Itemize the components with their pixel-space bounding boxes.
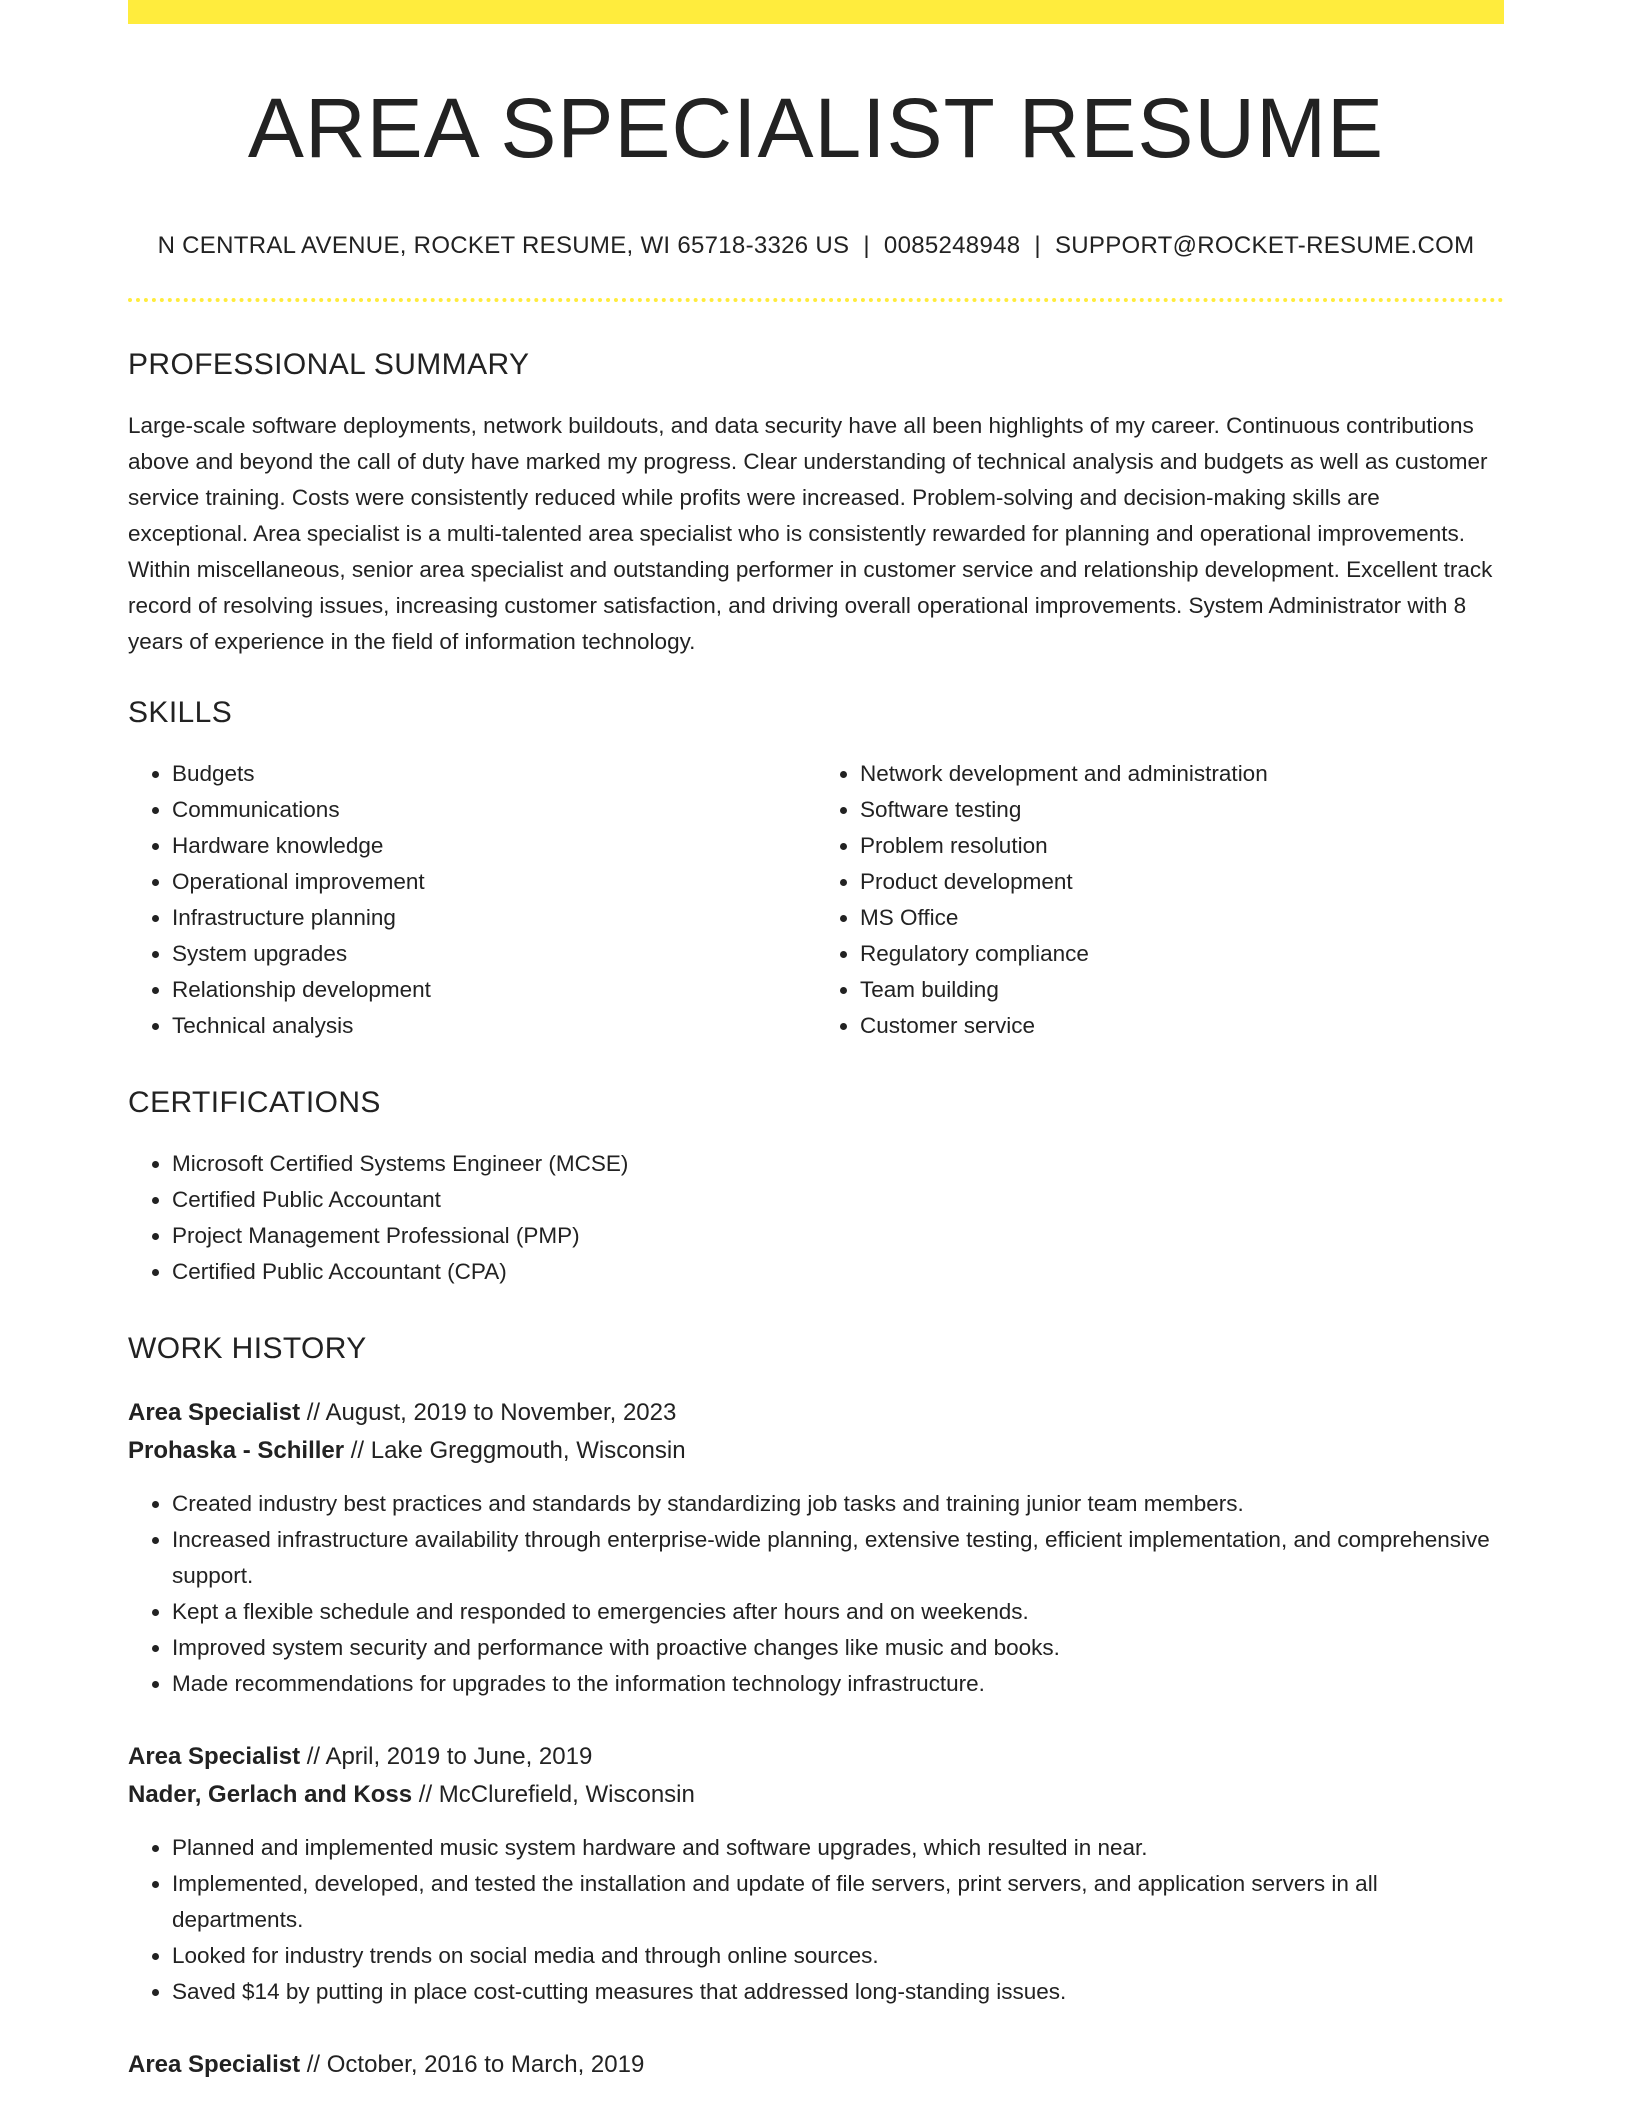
job-bullet: • Planned and implemented music system hardware and software upgrades, which resulted in near.	[172, 1830, 1504, 1866]
contact-line	[128, 232, 1504, 260]
job-bullets	[128, 1830, 1504, 2010]
skill-item: • Customer service	[860, 1008, 1504, 1044]
job-bullet: • Looked for industry trends on social media and through online sources.	[172, 1938, 1504, 1974]
skills-list-left	[128, 756, 816, 1044]
job-bullet: • Increased infrastructure availability through enterprise-wide planning, extensive testing, efficient implementation, and comprehensive support.	[172, 1522, 1504, 1594]
job-bullet: • Made recommendations for upgrades to the information technology infrastructure.	[172, 1666, 1504, 1702]
certification-item: • Certified Public Accountant	[172, 1182, 1504, 1218]
job-bullet: • Implemented, developed, and tested the installation and update of file servers, print servers, and application servers in all departments.	[172, 1866, 1504, 1938]
skill-item: • Hardware knowledge	[172, 828, 816, 864]
job-company: Prohaska - Schiller	[128, 1437, 345, 1465]
skill-item: • Operational improvement	[172, 864, 816, 900]
certifications-heading: CERTIFICATIONS	[128, 1086, 381, 1120]
job-location: // McClurefield, Wisconsin	[412, 1781, 695, 1809]
summary-text: Large-scale software deployments, network buildouts, and data security have all been highlights of my career. Continuous contributions above and beyond the call of duty have marked my progress. Clear understanding of technical analysis and budgets as well as customer service training. Costs were consistently reduced while profits were increased. Problem-solving and decision-making skills are exceptional. Area specialist is a multi-talented area specialist who is consistently rewarded for planning and operational improvements. Within miscellaneous, senior area specialist and outstanding performer in customer service and relationship development. Excellent track record of resolving issues, increasing customer satisfaction, and driving overall operational improvements. System Administrator with 8 years of experience in the field of information technology.	[128, 413, 1493, 655]
resume-title: AREA SPECIALIST RESUME	[247, 81, 1385, 175]
job-company: Nader, Gerlach and Koss	[128, 1781, 413, 1809]
job-title-line	[128, 1394, 1504, 1432]
certification-item: • Certified Public Accountant (CPA)	[172, 1254, 1504, 1290]
job-bullet: • Kept a flexible schedule and responded to emergencies after hours and on weekends.	[172, 1594, 1504, 1630]
contact-separator: |	[1034, 232, 1041, 260]
job-role: Area Specialist	[128, 1399, 301, 1427]
job-bullet: • Created industry best practices and standards by standardizing job tasks and training junior team members.	[172, 1486, 1504, 1522]
skill-item: • Product development	[860, 864, 1504, 900]
job-entry	[128, 2046, 1504, 2084]
job-entry	[128, 1394, 1504, 1702]
resume-page	[128, 0, 1504, 2084]
certification-item: • Project Management Professional (PMP)	[172, 1218, 1504, 1254]
job-bullet: • Saved $14 by putting in place cost-cutting measures that addressed long-standing issues.	[172, 1974, 1504, 2010]
work-history-heading: WORK HISTORY	[128, 1332, 367, 1366]
skill-item: • Network development and administration	[860, 756, 1504, 792]
skill-item: • Problem resolution	[860, 828, 1504, 864]
skill-item: • Technical analysis	[172, 1008, 816, 1044]
contact-separator: |	[863, 232, 870, 260]
skill-item: • Regulatory compliance	[860, 936, 1504, 972]
address: N CENTRAL AVENUE, ROCKET RESUME, WI 65718-3326 US	[157, 232, 850, 260]
skill-item: • Relationship development	[172, 972, 816, 1008]
certifications-list	[128, 1146, 1504, 1290]
skills-list-right	[816, 756, 1504, 1044]
job-dates: // October, 2016 to March, 2019	[300, 2051, 645, 2079]
skill-item: • MS Office	[860, 900, 1504, 936]
skill-item: • Communications	[172, 792, 816, 828]
summary-heading: PROFESSIONAL SUMMARY	[128, 348, 530, 382]
skill-item: • Budgets	[172, 756, 816, 792]
job-bullet: • Improved system security and performance with proactive changes like music and books.	[172, 1630, 1504, 1666]
job-bullets	[128, 1486, 1504, 1702]
job-title-line	[128, 2046, 1504, 2084]
skill-item: • System upgrades	[172, 936, 816, 972]
accent-bar	[128, 0, 1504, 24]
certification-item: • Microsoft Certified Systems Engineer (MCSE)	[172, 1146, 1504, 1182]
job-location: // Lake Greggmouth, Wisconsin	[344, 1437, 686, 1465]
job-entry	[128, 1738, 1504, 2010]
job-role: Area Specialist	[128, 2051, 301, 2079]
job-company-line	[128, 1432, 1504, 1470]
skills-columns	[128, 756, 1504, 1044]
skills-heading: SKILLS	[128, 696, 233, 730]
skill-item: • Software testing	[860, 792, 1504, 828]
skill-item: • Team building	[860, 972, 1504, 1008]
phone: 0085248948	[883, 232, 1021, 260]
skill-item: • Infrastructure planning	[172, 900, 816, 936]
dotted-divider	[128, 298, 1504, 302]
job-role: Area Specialist	[128, 1743, 301, 1771]
job-dates: // April, 2019 to June, 2019	[300, 1743, 593, 1771]
job-dates: // August, 2019 to November, 2023	[300, 1399, 677, 1427]
email: SUPPORT@ROCKET-RESUME.COM	[1054, 232, 1475, 260]
job-company-line	[128, 1776, 1504, 1814]
job-title-line	[128, 1738, 1504, 1776]
